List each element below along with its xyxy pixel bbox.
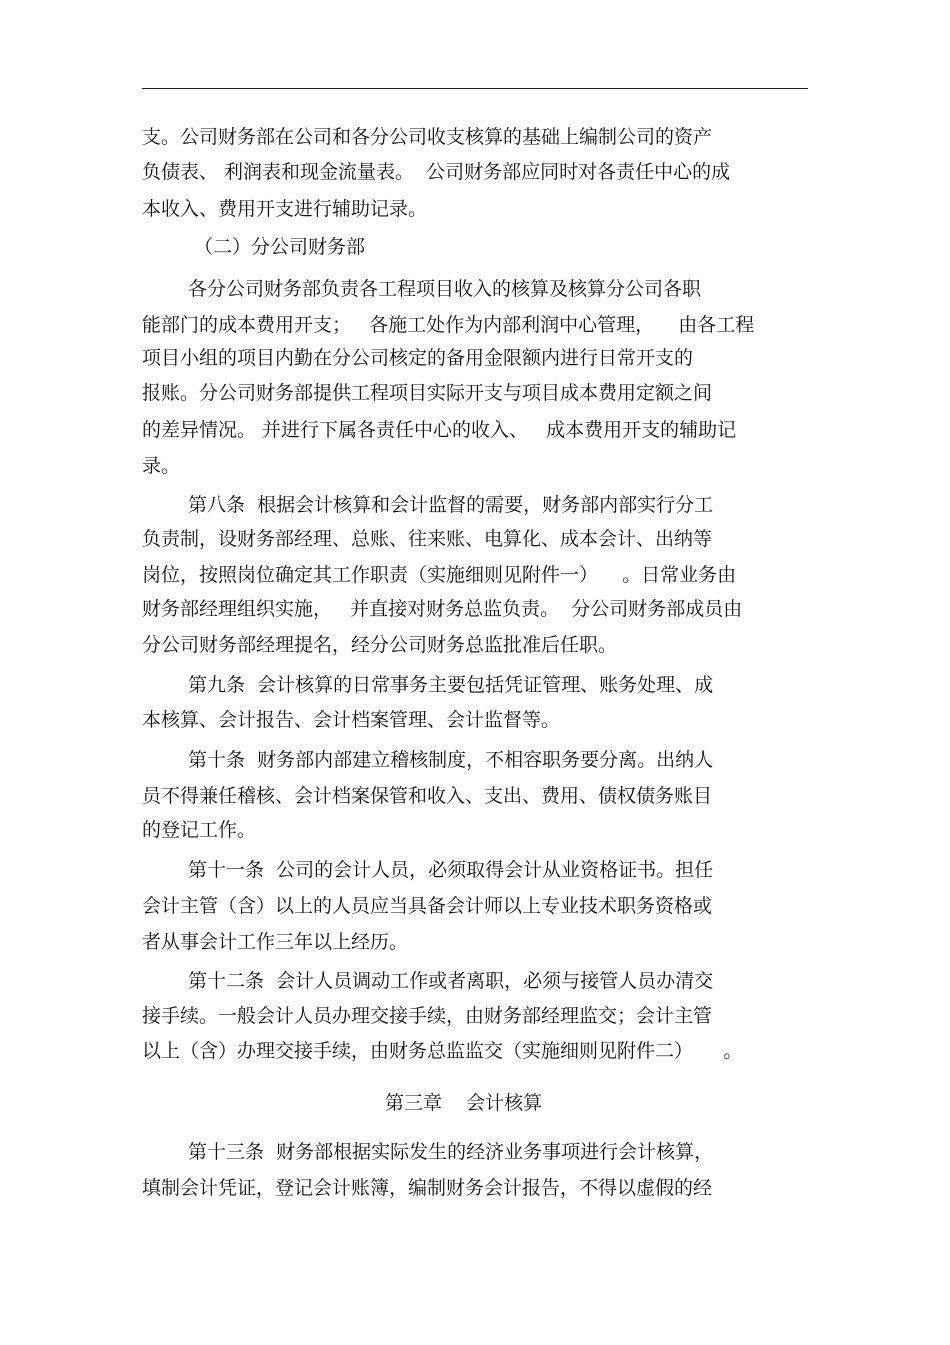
- text-line: 报账。分公司财务部提供工程项目实际开支与项目成本费用定额之间: [142, 382, 713, 404]
- text-line: 本核算、会计报告、会计档案管理、会计监督等。: [142, 709, 561, 731]
- text-line: 填制会计凭证，登记会计账簿，编制财务会计报告，不得以虚假的经: [142, 1177, 713, 1199]
- text-line: 负债表、 利润表和现金流量表。 公司财务部应同时对各责任中心的成: [142, 161, 731, 183]
- article-10-start: 第十条 财务部内部建立稽核制度，不相容职务要分离。出纳人: [188, 749, 714, 771]
- text-line: 的登记工作。: [142, 819, 257, 841]
- text-line: 录。: [142, 455, 181, 477]
- article-11-start: 第十一条 公司的会计人员，必须取得会计从业资格证书。担任: [188, 859, 714, 881]
- text-line: 会计主管（含）以上的人员应当具备会计师以上专业技术职务资格或: [142, 895, 713, 917]
- text-line: 本收入、费用开支进行辅助记录。: [142, 198, 428, 220]
- text-line: 接手续。一般会计人员办理交接手续，由财务部经理监交；会计主管: [142, 1005, 713, 1027]
- text-line: 的差异情况。 并进行下属各责任中心的收入、 成本费用开支的辅助记: [142, 419, 737, 441]
- article-13-start: 第十三条 财务部根据实际发生的经济业务事项进行会计核算，: [188, 1141, 714, 1163]
- text-line: 员不得兼任稽核、会计档案保管和收入、支出、费用、债权债务账目: [142, 785, 713, 807]
- text-line: 能部门的成本费用开支； 各施工处作为内部利润中心管理， 由各工程: [142, 314, 755, 336]
- text-line: 财务部经理组织实施， 并直接对财务总监负责。 分公司财务部成员由: [142, 598, 743, 620]
- text-line: 者从事会计工作三年以上经历。: [142, 931, 409, 953]
- text-line: 项目小组的项目内勤在分公司核定的备用金限额内进行日常开支的: [142, 347, 694, 369]
- article-8-start: 第八条 根据会计核算和会计监督的需要，财务部内部实行分工: [188, 494, 714, 516]
- chapter-heading: 第三章 会计核算: [385, 1092, 543, 1114]
- text-line: 以上（含）办理交接手续，由财务总监监交（实施细则见附件二） 。: [142, 1040, 743, 1062]
- paragraph-start: 各分公司财务部负责各工程项目收入的核算及核算分公司各职: [188, 278, 702, 300]
- text-line: 分公司财务部经理提名，经分公司财务总监批准后任职。: [142, 634, 618, 656]
- header-rule: [142, 88, 808, 89]
- text-line: 岗位，按照岗位确定其工作职责（实施细则见附件一） 。日常业务由: [142, 564, 737, 586]
- text-line: 负责制，设财务部经理、总账、往来账、电算化、成本会计、出纳等: [142, 528, 713, 550]
- text-line: 支。公司财务部在公司和各分公司收支核算的基础上编制公司的资产: [142, 126, 713, 148]
- article-9-start: 第九条 会计核算的日常事务主要包括凭证管理、账务处理、成: [188, 674, 714, 696]
- article-12-start: 第十二条 会计人员调动工作或者离职，必须与接管人员办清交: [188, 970, 714, 992]
- section-heading: （二）分公司财务部: [194, 236, 366, 258]
